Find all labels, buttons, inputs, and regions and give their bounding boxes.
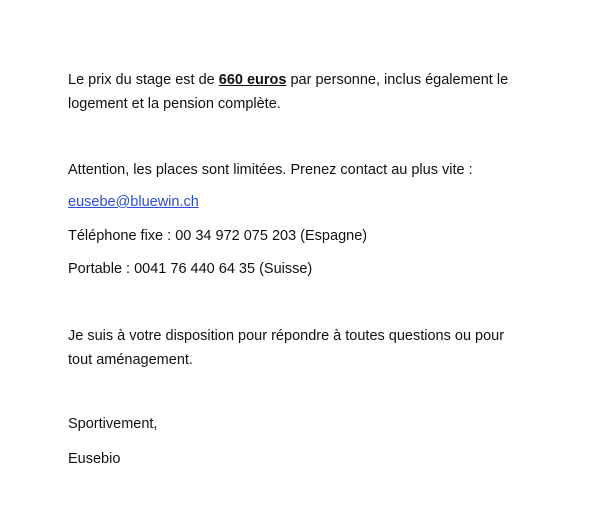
disposition-paragraph-line-1: Je suis à votre disposition pour répondre à toutes questions ou pour — [68, 328, 505, 344]
email-link[interactable]: eusebe@bluewin.ch — [68, 194, 199, 210]
price-paragraph-line-1 — [68, 70, 508, 90]
price-paragraph-line-2: logement et la pension complète. — [68, 96, 281, 112]
salutation: Sportivement, — [68, 416, 158, 432]
disposition-paragraph-line-2: tout aménagement. — [68, 352, 193, 368]
mobile-phone: Portable : 0041 76 440 64 35 (Suisse) — [68, 261, 313, 277]
landline-phone: Téléphone fixe : 00 34 972 075 203 (Espagne) — [68, 228, 368, 244]
price-amount: 660 euros — [218, 72, 287, 88]
attention-notice: Attention, les places sont limitées. Prenez contact au plus vite : — [68, 162, 473, 178]
price-suffix: par personne, inclus également le — [286, 72, 509, 88]
email-line — [68, 192, 199, 212]
price-prefix: Le prix du stage est de — [68, 72, 219, 88]
signature: Eusebio — [68, 451, 121, 467]
